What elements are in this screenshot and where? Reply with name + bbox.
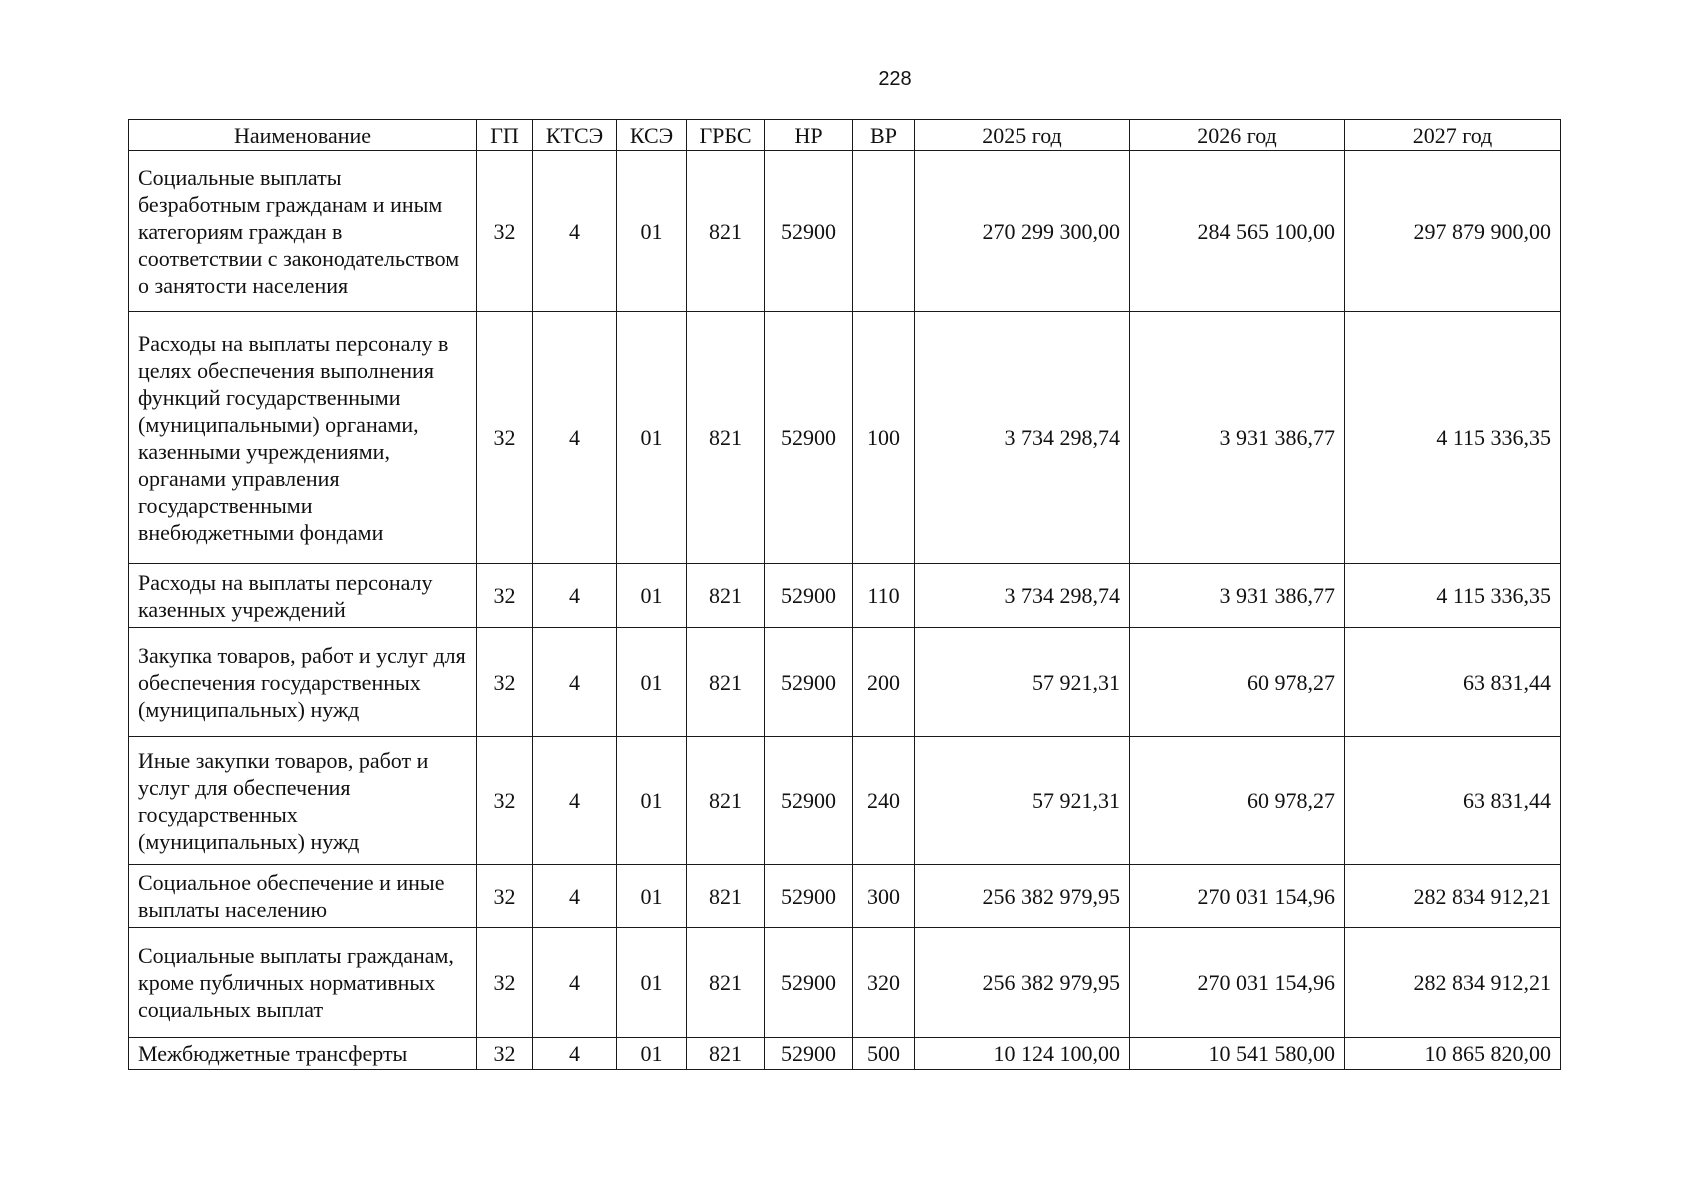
header-2026: 2026 год	[1130, 120, 1345, 151]
row-name: Социальные выплаты безработным гражданам и иным категориям граждан в соответствии с законодательством о занятости населения	[129, 151, 477, 312]
row-grbs: 821	[687, 564, 765, 628]
row-gp: 32	[477, 928, 533, 1038]
row-gp: 32	[477, 312, 533, 564]
header-nr: НР	[765, 120, 853, 151]
row-gp: 32	[477, 1038, 533, 1070]
row-vr: 240	[853, 737, 915, 865]
row-name: Расходы на выплаты персоналу в целях обеспечения выполнения функций государственными (муниципальными) органами, казенными учреждениями, органами управления государственными внебюджетными фондами	[129, 312, 477, 564]
row-ktse: 4	[533, 564, 617, 628]
row-vr: 500	[853, 1038, 915, 1070]
row-kse: 01	[617, 1038, 687, 1070]
row-grbs: 821	[687, 928, 765, 1038]
row-gp: 32	[477, 628, 533, 737]
row-amount-2027: 10 865 820,00	[1345, 1038, 1561, 1070]
header-vr: ВР	[853, 120, 915, 151]
row-nr: 52900	[765, 312, 853, 564]
row-gp: 32	[477, 564, 533, 628]
row-name: Межбюджетные трансферты	[129, 1038, 477, 1070]
header-ktse: КТСЭ	[533, 120, 617, 151]
row-amount-2025: 3 734 298,74	[915, 564, 1130, 628]
row-amount-2026: 3 931 386,77	[1130, 564, 1345, 628]
row-ktse: 4	[533, 151, 617, 312]
row-grbs: 821	[687, 628, 765, 737]
header-gp: ГП	[477, 120, 533, 151]
row-grbs: 821	[687, 151, 765, 312]
row-nr: 52900	[765, 564, 853, 628]
row-amount-2025: 256 382 979,95	[915, 865, 1130, 928]
table-row	[129, 865, 1561, 928]
row-amount-2027: 282 834 912,21	[1345, 865, 1561, 928]
header-2025: 2025 год	[915, 120, 1130, 151]
row-name: Иные закупки товаров, работ и услуг для обеспечения государственных (муниципальных) нужд	[129, 737, 477, 865]
row-kse: 01	[617, 312, 687, 564]
row-grbs: 821	[687, 312, 765, 564]
row-vr: 110	[853, 564, 915, 628]
row-vr	[853, 151, 915, 312]
row-amount-2025: 256 382 979,95	[915, 928, 1130, 1038]
header-2027: 2027 год	[1345, 120, 1561, 151]
table-row	[129, 737, 1561, 865]
row-nr: 52900	[765, 628, 853, 737]
row-amount-2026: 10 541 580,00	[1130, 1038, 1345, 1070]
row-amount-2026: 60 978,27	[1130, 628, 1345, 737]
header-grbs: ГРБС	[687, 120, 765, 151]
header-name: Наименование	[129, 120, 477, 151]
row-ktse: 4	[533, 1038, 617, 1070]
row-kse: 01	[617, 564, 687, 628]
row-vr: 200	[853, 628, 915, 737]
row-amount-2026: 284 565 100,00	[1130, 151, 1345, 312]
row-amount-2025: 270 299 300,00	[915, 151, 1130, 312]
row-grbs: 821	[687, 1038, 765, 1070]
row-amount-2027: 4 115 336,35	[1345, 564, 1561, 628]
row-vr: 320	[853, 928, 915, 1038]
row-kse: 01	[617, 151, 687, 312]
row-name: Расходы на выплаты персоналу казенных учреждений	[129, 564, 477, 628]
row-amount-2025: 3 734 298,74	[915, 312, 1130, 564]
row-nr: 52900	[765, 1038, 853, 1070]
row-nr: 52900	[765, 737, 853, 865]
row-amount-2025: 57 921,31	[915, 628, 1130, 737]
row-amount-2027: 282 834 912,21	[1345, 928, 1561, 1038]
table-row	[129, 564, 1561, 628]
row-amount-2026: 270 031 154,96	[1130, 865, 1345, 928]
row-amount-2027: 63 831,44	[1345, 737, 1561, 865]
row-nr: 52900	[765, 151, 853, 312]
page-number: 228	[878, 68, 912, 90]
row-ktse: 4	[533, 928, 617, 1038]
row-vr: 100	[853, 312, 915, 564]
row-gp: 32	[477, 865, 533, 928]
row-amount-2025: 57 921,31	[915, 737, 1130, 865]
row-amount-2025: 10 124 100,00	[915, 1038, 1130, 1070]
row-ktse: 4	[533, 312, 617, 564]
table-row	[129, 628, 1561, 737]
row-gp: 32	[477, 737, 533, 865]
table-row	[129, 1038, 1561, 1070]
row-kse: 01	[617, 628, 687, 737]
row-nr: 52900	[765, 928, 853, 1038]
row-ktse: 4	[533, 737, 617, 865]
budget-table	[128, 119, 1561, 1070]
row-name: Закупка товаров, работ и услуг для обеспечения государственных (муниципальных) нужд	[129, 628, 477, 737]
row-name: Социальное обеспечение и иные выплаты населению	[129, 865, 477, 928]
row-amount-2026: 60 978,27	[1130, 737, 1345, 865]
row-gp: 32	[477, 151, 533, 312]
row-amount-2027: 4 115 336,35	[1345, 312, 1561, 564]
row-amount-2027: 297 879 900,00	[1345, 151, 1561, 312]
row-amount-2027: 63 831,44	[1345, 628, 1561, 737]
row-grbs: 821	[687, 737, 765, 865]
row-ktse: 4	[533, 865, 617, 928]
row-vr: 300	[853, 865, 915, 928]
header-kse: КСЭ	[617, 120, 687, 151]
row-nr: 52900	[765, 865, 853, 928]
row-grbs: 821	[687, 865, 765, 928]
row-kse: 01	[617, 737, 687, 865]
table-row	[129, 312, 1561, 564]
row-ktse: 4	[533, 628, 617, 737]
row-amount-2026: 270 031 154,96	[1130, 928, 1345, 1038]
row-kse: 01	[617, 928, 687, 1038]
table-row	[129, 928, 1561, 1038]
row-kse: 01	[617, 865, 687, 928]
table-header-row	[129, 120, 1561, 151]
table-row	[129, 151, 1561, 312]
row-name: Социальные выплаты гражданам, кроме публичных нормативных социальных выплат	[129, 928, 477, 1038]
row-amount-2026: 3 931 386,77	[1130, 312, 1345, 564]
